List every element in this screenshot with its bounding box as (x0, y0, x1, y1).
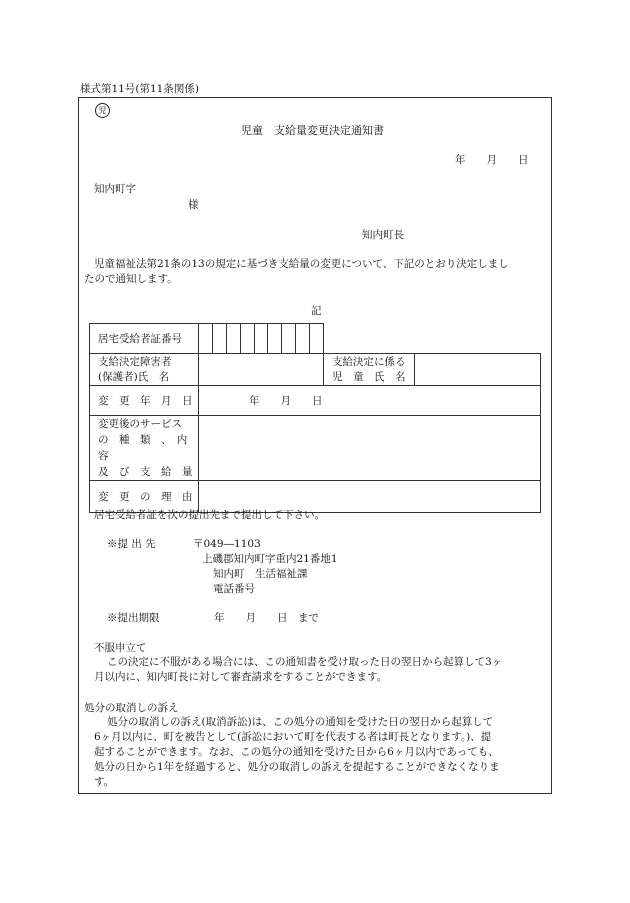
child-name-field[interactable] (415, 354, 541, 386)
table-row (90, 386, 541, 416)
table-row (90, 416, 541, 481)
cert-digit-cell[interactable] (282, 324, 296, 353)
guardian-name-field[interactable] (199, 354, 324, 386)
ki-heading: 記 (311, 305, 322, 317)
cert-digit-cell[interactable] (227, 324, 241, 353)
cert-digit-cell[interactable] (241, 324, 255, 353)
submission-instruction: 居宅受給者証を次の提出先まで提出して下さい。 (94, 509, 325, 521)
deadline-value: 年 月 日 まで (214, 612, 319, 624)
change-reason-label: 変 更 の 理 由 (90, 481, 199, 513)
cert-number-field[interactable] (199, 324, 324, 354)
cert-digit-cell[interactable] (199, 324, 213, 353)
recipient-address-label: 知内町字 (94, 183, 136, 195)
change-date-field[interactable]: 年 月 日 (199, 386, 541, 416)
service-label-line: の 種 類 、 内 容 (98, 434, 198, 462)
document-title: 児童 支給量変更決定通知書 (241, 124, 384, 137)
destination-department: 知内町 生活福祉課 (213, 568, 308, 580)
intro-line-2: たので通知します。 (84, 273, 178, 285)
postal-code: 〒049―1103 (193, 538, 261, 550)
change-date-label: 変 更 年 月 日 (90, 386, 199, 416)
lawsuit-line-4: 処分の日から1年を経過すると、処分の取消しの訴えを提起することができなくなりま (94, 761, 500, 773)
lawsuit-line-3: 起することができます。なお、この処分の通知を受けた日から6ヶ月以内であっても、 (94, 746, 499, 758)
phone-label: 電話番号 (213, 583, 255, 595)
recipient-honorific: 様 (188, 199, 199, 211)
cert-digit-cell[interactable] (310, 324, 323, 353)
lawsuit-line-5: す。 (94, 776, 115, 788)
service-label (90, 416, 199, 481)
cert-digit-cell[interactable] (296, 324, 310, 353)
blank-area (324, 324, 541, 354)
issue-date: 年 月 日 (455, 154, 529, 166)
guardian-name-label (90, 354, 199, 386)
lawsuit-line-1: 処分の取消しの訴え(取消訴訟)は、この処分の通知を受けた日の翌日から起算して (107, 716, 494, 728)
objection-line-2: 月以内に、知内町長に対して審査請求をすることができます。 (94, 671, 388, 683)
guardian-label-line: 支給決定障害者 (98, 355, 172, 368)
cert-number-label: 居宅受給者証番号 (90, 324, 199, 354)
service-label-line: 変更後のサービス (98, 418, 182, 430)
cert-digit-cell[interactable] (268, 324, 282, 353)
child-seal-mark: 児 (95, 103, 110, 118)
deadline-label: ※提出期限 (107, 612, 160, 624)
info-table (89, 323, 541, 513)
cert-digit-cell[interactable] (255, 324, 269, 353)
objection-line-1: この決定に不服がある場合には、この通知書を受け取った日の翌日から起算して3ヶ (107, 656, 503, 668)
lawsuit-heading: 処分の取消しの訴え (84, 702, 179, 714)
form-number: 様式第11号(第11条関係) (80, 83, 199, 95)
submission-destination-label: ※提 出 先 (107, 538, 156, 550)
service-field[interactable] (199, 416, 541, 481)
child-name-label (324, 354, 415, 386)
destination-address: 上磯郡知内町字重内21番地1 (202, 553, 338, 565)
table-row (90, 354, 541, 386)
issuer-name: 知内町長 (362, 229, 404, 241)
service-label-line: 及 び 支 給 量 (98, 466, 193, 478)
lawsuit-line-2: 6ヶ月以内に、町を被告として(訴訟において町を代表する者は町長となります。)、提 (94, 731, 492, 743)
child-label-line: 支給決定に係る (332, 355, 406, 368)
intro-line-1: 児童福祉法第21条の13の規定に基づき支給量の変更について、下記のとおり決定しまし (94, 258, 509, 270)
objection-heading: 不服申立て (94, 642, 147, 654)
table-row (90, 324, 541, 354)
child-label-line: 児 童 氏 名 (332, 370, 406, 383)
guardian-label-line: (保護者)氏 名 (98, 370, 170, 383)
cert-digit-cell[interactable] (213, 324, 227, 353)
